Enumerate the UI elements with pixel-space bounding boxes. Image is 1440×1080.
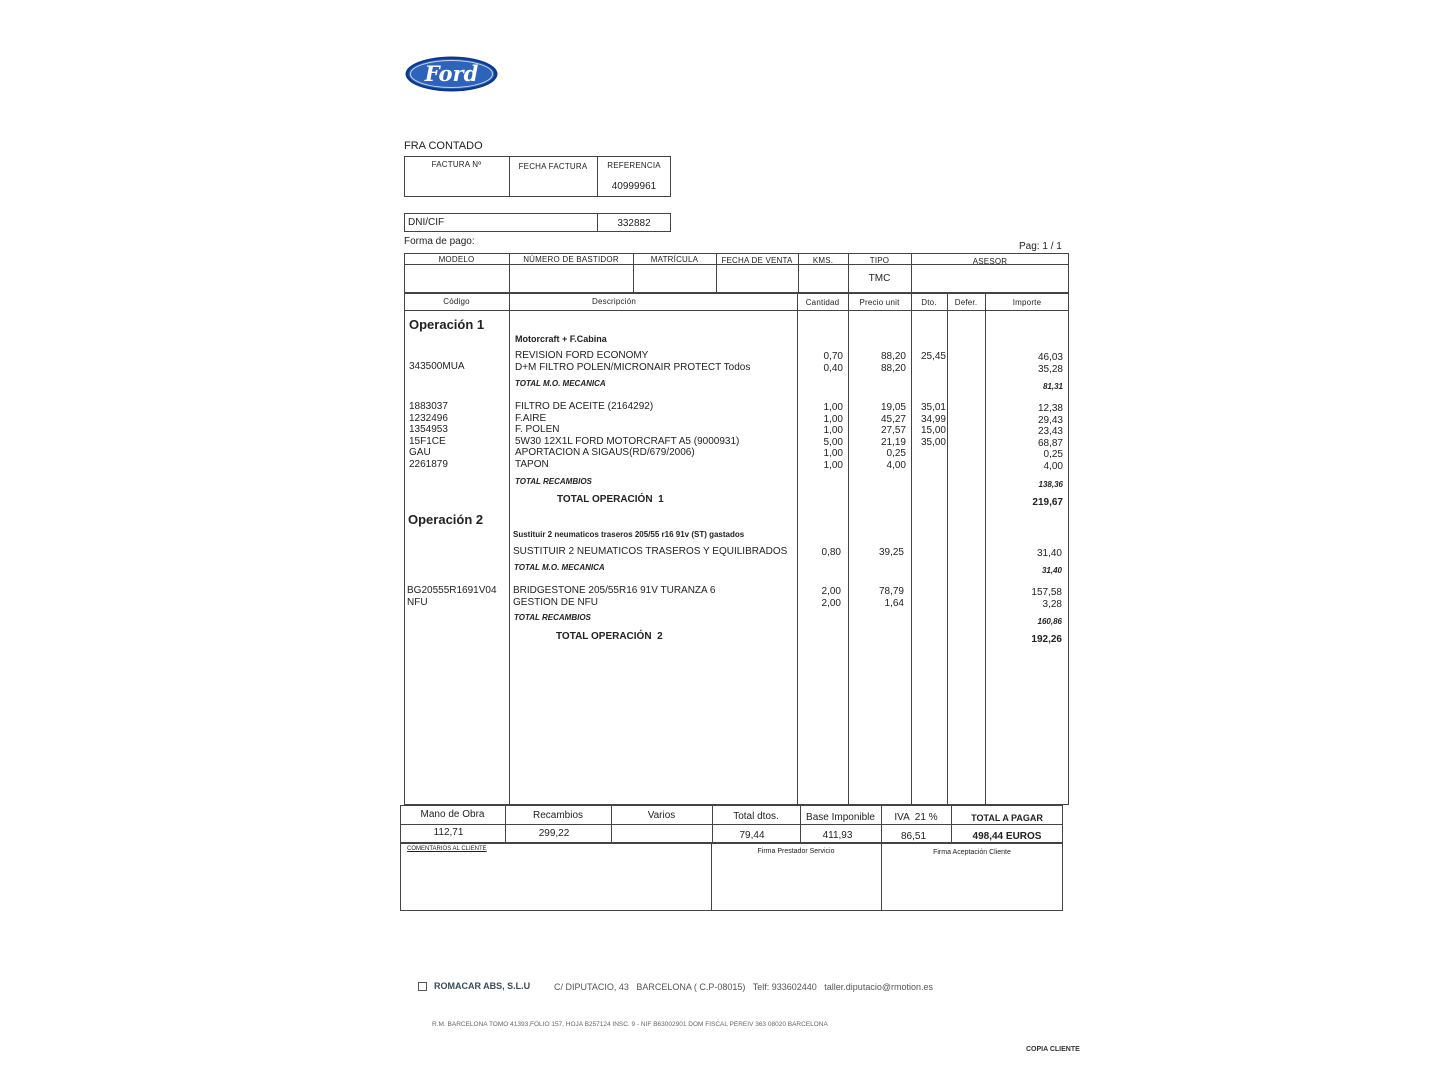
op1-rec-price: 0,25 bbox=[886, 448, 906, 459]
op1-mo-code: 343500MUA bbox=[409, 361, 465, 372]
op2-rec-descs bbox=[513, 585, 716, 608]
op1-rec-qty: 1,00 bbox=[823, 402, 843, 413]
ford-logo-text: Ford bbox=[424, 61, 479, 86]
op1-mo-qty: 0,70 bbox=[823, 351, 843, 362]
col-codigo: Código bbox=[443, 297, 470, 306]
op2-rec-imp: 157,58 bbox=[1031, 587, 1062, 598]
op2-rec-qty: 2,00 bbox=[821, 597, 841, 609]
op1-rec-qty: 1,00 bbox=[823, 448, 843, 459]
total-dtos-value: 79,44 bbox=[739, 830, 765, 841]
op1-mo-price: 88,20 bbox=[880, 363, 906, 374]
op1-rec-imp: 0,25 bbox=[1043, 449, 1063, 460]
op2-total-rec: 160,86 bbox=[1037, 617, 1062, 626]
op2-mo-imp: 31,40 bbox=[1036, 548, 1062, 559]
firma-prestador-label: Firma Prestador Servicio bbox=[757, 848, 835, 855]
referencia-label: REFERENCIA bbox=[607, 161, 661, 170]
op1-rec-price: 21,19 bbox=[880, 436, 906, 448]
dni-label: DNI/CIF bbox=[408, 217, 445, 228]
tipo-label: TIPO bbox=[869, 256, 890, 265]
op1-rec-imp: 12,38 bbox=[1037, 403, 1063, 414]
col-cantidad: Cantidad bbox=[805, 298, 840, 307]
op2-rec-price: 1,64 bbox=[884, 597, 904, 609]
op1-rec-code: 1354953 bbox=[409, 424, 448, 435]
col-dto: Dto. bbox=[921, 298, 937, 307]
doc-type: FRA CONTADO bbox=[404, 140, 483, 152]
op1-rec-qtys bbox=[797, 402, 843, 471]
op1-rec-price: 27,57 bbox=[880, 425, 906, 436]
company-name: ROMACAR ABS, S.L.U bbox=[434, 981, 531, 991]
op2-rec-desc: GESTION DE NFU bbox=[513, 596, 599, 608]
op2-mo-line: SUSTITUIR 2 NEUMATICOS TRASEROS Y EQUILIBRADOS bbox=[513, 546, 788, 557]
op2-rec-codes bbox=[407, 585, 497, 608]
op1-total-rec: 138,36 bbox=[1038, 480, 1063, 489]
op2-rec-imps bbox=[985, 587, 1062, 610]
varios-label: Varios bbox=[647, 810, 676, 821]
op1-title: Operación 1 bbox=[409, 317, 485, 332]
fecha-venta-label: FECHA DE VENTA bbox=[721, 256, 793, 265]
col-importe: Importe bbox=[1012, 298, 1042, 307]
op1-rec-code: 1883037 bbox=[409, 401, 448, 412]
page-number: Pag: 1 / 1 bbox=[1019, 241, 1062, 252]
total-pagar-value: 498,44 EUROS bbox=[972, 831, 1042, 842]
op1-rec-qty: 1,00 bbox=[823, 413, 843, 425]
recambios-value: 299,22 bbox=[538, 828, 570, 839]
op1-rec-price: 45,27 bbox=[880, 413, 906, 425]
op2-mo-qty: 0,80 bbox=[821, 547, 841, 558]
op1-rec-code: GAU bbox=[409, 447, 431, 458]
op1-rec-imp: 29,43 bbox=[1037, 414, 1063, 426]
factura-label: FACTURA Nº bbox=[431, 160, 482, 169]
iva-value: 86,51 bbox=[900, 831, 927, 842]
op1-rec-imp: 23,43 bbox=[1037, 426, 1063, 437]
op1-rec-imps bbox=[985, 403, 1063, 472]
op2-mo-price: 39,25 bbox=[878, 547, 904, 558]
op1-rec-descs bbox=[515, 401, 739, 470]
op1-rec-imp: 68,87 bbox=[1037, 437, 1063, 449]
bastidor-label: NÚMERO DE BASTIDOR bbox=[523, 255, 619, 264]
op1-rec-dto: 35,00 bbox=[920, 436, 946, 448]
op1-rec-codes bbox=[409, 401, 448, 470]
op1-total-mo: 81,31 bbox=[1042, 382, 1063, 391]
col-descripcion: Descripción bbox=[592, 297, 636, 306]
op1-mo-imp: 35,28 bbox=[1037, 364, 1063, 375]
comentarios-label: COMENTARIOS AL CLIENTE bbox=[407, 846, 487, 852]
op1-rec-desc: 5W30 12X1L FORD MOTORCRAFT A5 (9000931) bbox=[515, 435, 740, 447]
asesor-label: ASESOR bbox=[972, 257, 1008, 266]
base-value: 411,93 bbox=[822, 830, 853, 841]
op1-rec-qty: 1,00 bbox=[823, 459, 843, 471]
col-defer: Defer. bbox=[954, 298, 978, 307]
mano-obra-label: Mano de Obra bbox=[420, 809, 485, 820]
op1-rec-desc: FILTRO DE ACEITE (2164292) bbox=[515, 401, 654, 412]
op2-total: 192,26 bbox=[1031, 634, 1062, 645]
op1-mo-dto: 25,45 bbox=[920, 351, 946, 362]
op1-rec-qty: 1,00 bbox=[823, 425, 843, 436]
op1-mo-qty: 0,40 bbox=[823, 363, 843, 374]
iva-label: IVA 21 % bbox=[894, 812, 938, 823]
tipo-value: TMC bbox=[868, 273, 891, 284]
copy-label: COPIA CLIENTE bbox=[1026, 1046, 1080, 1053]
op1-mo-imp: 46,03 bbox=[1037, 352, 1063, 363]
op1-total-label: TOTAL OPERACIÓN 1 bbox=[557, 494, 664, 505]
op2-total-label: TOTAL OPERACIÓN 2 bbox=[556, 631, 663, 642]
op1-rec-dtos bbox=[911, 402, 946, 448]
op1-rec-code: 2261879 bbox=[409, 458, 448, 470]
op2-rec-qtys bbox=[797, 586, 841, 609]
op1-rec-qty: 5,00 bbox=[823, 436, 843, 448]
op1-rec-price: 4,00 bbox=[886, 459, 906, 471]
op2-total-mo-label: TOTAL M.O. MECANICA bbox=[514, 563, 605, 572]
kms-label: KMS. bbox=[812, 256, 834, 265]
op1-rec-prices bbox=[848, 402, 906, 471]
company-address: C/ DIPUTACIO, 43 BARCELONA ( C.P-08015) Telf: 933602440 taller.diputacio@rmotion.es bbox=[554, 982, 933, 992]
op1-rec-dto: 34,99 bbox=[920, 413, 946, 425]
op2-subtitle: Sustituir 2 neumaticos traseros 205/55 r16 91v (ST) gastados bbox=[513, 530, 745, 539]
op2-rec-prices bbox=[848, 586, 904, 609]
op2-rec-code: BG20555R1691V04 bbox=[407, 585, 497, 596]
dni-value: 332882 bbox=[617, 218, 651, 229]
op2-rec-price: 78,79 bbox=[878, 586, 904, 597]
matricula-label: MATRÍCULA bbox=[650, 255, 699, 264]
company-checkbox-icon bbox=[418, 982, 427, 991]
op1-rec-imp: 4,00 bbox=[1043, 460, 1063, 472]
op1-rec-code: 15F1CE bbox=[409, 435, 446, 447]
total-pagar-label: TOTAL A PAGAR bbox=[971, 813, 1043, 823]
mano-obra-value: 112,71 bbox=[433, 827, 464, 838]
op1-rec-code: 1232496 bbox=[409, 412, 448, 424]
firma-cliente-label: Firma Aceptación Cliente bbox=[933, 849, 1011, 856]
op1-mo-price: 88,20 bbox=[880, 351, 906, 362]
total-dtos-label: Total dtos. bbox=[733, 811, 779, 822]
op2-title: Operación 2 bbox=[408, 512, 484, 527]
ford-logo bbox=[405, 56, 498, 92]
op2-total-rec-label: TOTAL RECAMBIOS bbox=[514, 613, 591, 622]
op1-subtitle: Motorcraft + F.Cabina bbox=[515, 334, 607, 344]
op2-rec-qty: 2,00 bbox=[821, 586, 841, 597]
forma-pago: Forma de pago: bbox=[404, 236, 475, 247]
col-precio: Precio unit bbox=[859, 298, 900, 307]
op1-total: 219,67 bbox=[1032, 497, 1063, 508]
op2-rec-desc: BRIDGESTONE 205/55R16 91V TURANZA 6 bbox=[513, 585, 716, 596]
op1-rec-desc: APORTACION A SIGAUS(RD/679/2006) bbox=[515, 447, 695, 458]
op1-mo-line: REVISION FORD ECONOMY bbox=[515, 350, 649, 361]
op1-rec-price: 19,05 bbox=[880, 402, 906, 413]
op1-rec-desc: TAPON bbox=[515, 458, 549, 470]
op1-rec-desc: F.AIRE bbox=[515, 412, 547, 424]
op1-rec-dto: 35,01 bbox=[920, 402, 946, 413]
op1-rec-dto: 15,00 bbox=[920, 425, 946, 436]
referencia-value: 40999961 bbox=[611, 181, 657, 192]
op1-rec-desc: F. POLEN bbox=[515, 424, 560, 435]
op1-total-rec-label: TOTAL RECAMBIOS bbox=[515, 477, 592, 486]
recambios-label: Recambios bbox=[532, 810, 584, 821]
op1-mo-line: D+M FILTRO POLEN/MICRONAIR PROTECT Todos bbox=[515, 362, 751, 373]
op2-rec-imp: 3,28 bbox=[1042, 598, 1062, 610]
base-label: Base Imponible bbox=[806, 812, 875, 823]
op1-total-mo-label: TOTAL M.O. MECANICA bbox=[515, 379, 606, 388]
fecha-label: FECHA FACTURA bbox=[518, 162, 588, 171]
op2-rec-code: NFU bbox=[407, 596, 428, 608]
modelo-label: MODELO bbox=[438, 255, 475, 264]
company-registry: R.M. BARCELONA TOMO 41393,FOLIO 157, HOJA B257124 INSC. 9 - NIF B63002901 DOM FISCAL PEREIV 363 08020 BARCELONA bbox=[432, 1021, 828, 1028]
op2-total-mo: 31,40 bbox=[1041, 566, 1062, 575]
